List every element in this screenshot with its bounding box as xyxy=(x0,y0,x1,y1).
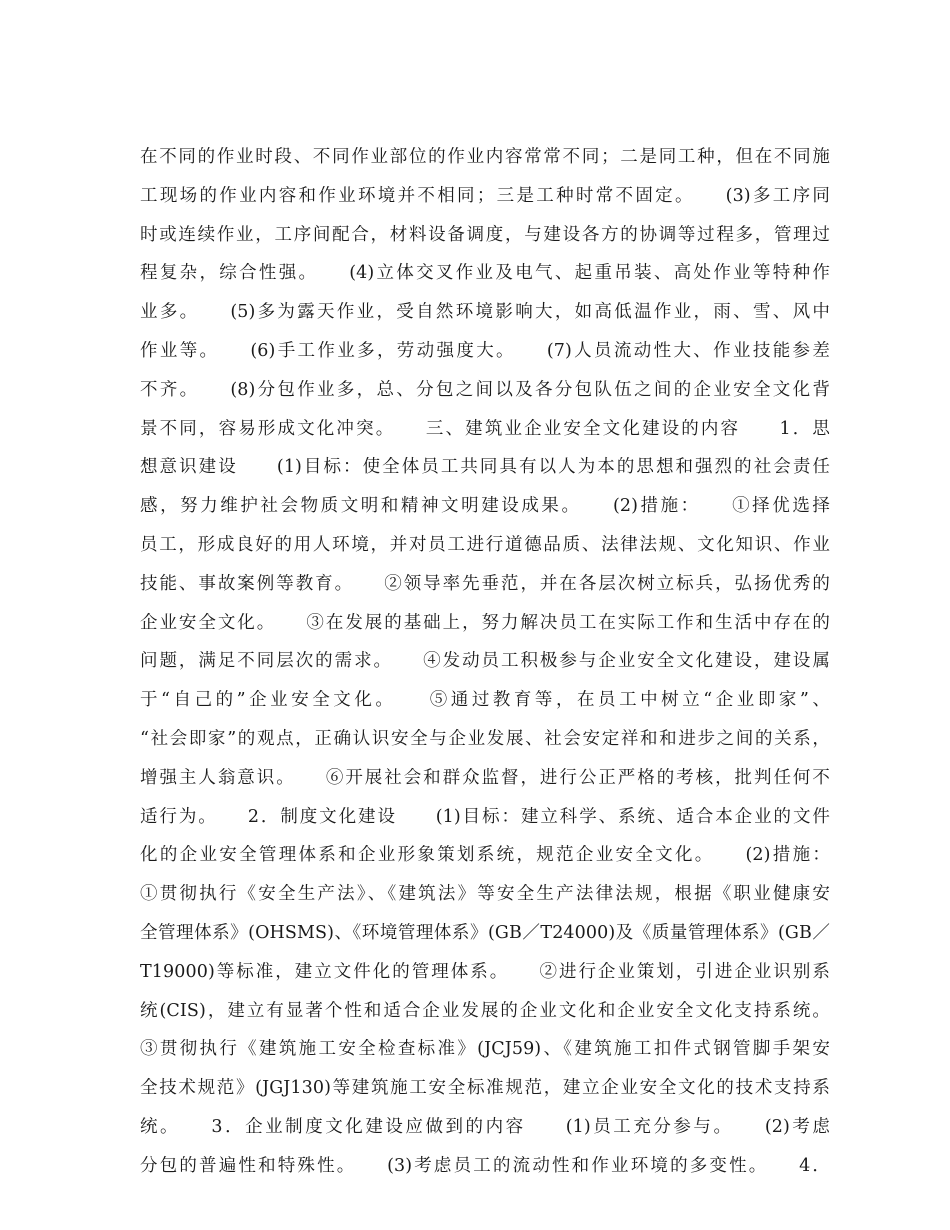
text-line: 想意识建设 (1)目标：使全体员工共同具有以人为本的思想和强烈的社会责任 xyxy=(140,457,830,478)
text-line: 统。 3．企业制度文化建设应做到的内容 (1)员工充分参与。 (2)考虑 xyxy=(140,1116,830,1137)
text-line: 技能、事故案例等教育。 ②领导率先垂范，并在各层次树立标兵，弘扬优秀的 xyxy=(140,573,830,594)
text-line: “社会即家”的观点，正确认识安全与企业发展、社会安定祥和和进步之间的关系， xyxy=(140,728,830,749)
text-line: 业多。 (5)多为露天作业，受自然环境影响大，如高低温作业，雨、雪、风中 xyxy=(140,302,830,323)
text-line: 增强主人翁意识。 ⑥开展社会和群众监督，进行公正严格的考核，批判任何不 xyxy=(140,767,830,788)
text-line: 程复杂，综合性强。 (4)立体交叉作业及电气、起重吊装、高处作业等特种作 xyxy=(140,263,830,284)
text-line: 在不同的作业时段、不同作业部位的作业内容常常不同；二是同工种，但在不同施 xyxy=(140,147,830,167)
body-text xyxy=(140,138,830,1186)
text-line: 工现场的作业内容和作业环境并不相同；三是工种时常不固定。 (3)多工序同 xyxy=(140,185,830,206)
text-line: 员工，形成良好的用人环境，并对员工进行道德品质、法律法规、文化知识、作业 xyxy=(140,534,830,555)
text-line: 化的企业安全管理体系和企业形象策划系统，规范企业安全文化。 (2)措施： xyxy=(140,845,830,866)
text-line: ①贯彻执行《安全生产法》、《建筑法》等安全生产法律法规，根据《职业健康安 xyxy=(140,884,830,905)
text-line: T19000)等标准，建立文件化的管理体系。 ②进行企业策划，引进企业识别系 xyxy=(140,961,830,982)
text-line: 分包的普遍性和特殊性。 (3)考虑员工的流动性和作业环境的多变性。 4． xyxy=(140,1155,830,1176)
text-line: 于“自己的”企业安全文化。 ⑤通过教育等，在员工中树立“企业即家”、 xyxy=(140,690,830,711)
text-line: 时或连续作业，工序间配合，材料设备调度，与建设各方的协调等过程多，管理过 xyxy=(140,224,830,245)
text-line: 景不同，容易形成文化冲突。 三、建筑业企业安全文化建设的内容 1．思 xyxy=(140,418,830,439)
text-line: 问题，满足不同层次的需求。 ④发动员工积极参与企业安全文化建设，建设属 xyxy=(140,651,830,672)
text-line: ③贯彻执行《建筑施工安全检查标准》(JCJ59)、《建筑施工扣件式钢管脚手架安 xyxy=(140,1039,830,1060)
text-line: 统(CIS)，建立有显著个性和适合企业发展的企业文化和企业安全文化支持系统。 xyxy=(140,1000,830,1021)
text-line: 适行为。 2．制度文化建设 (1)目标：建立科学、系统、适合本企业的文件 xyxy=(140,806,830,827)
text-line: 作业等。 (6)手工作业多，劳动强度大。 (7)人员流动性大、作业技能参差 xyxy=(140,340,830,361)
text-line: 企业安全文化。 ③在发展的基础上，努力解决员工在实际工作和生活中存在的 xyxy=(140,612,830,633)
text-line: 全管理体系》(OHSMS)、《环境管理体系》(GB／T24000)及《质量管理体系》(GB／ xyxy=(140,922,830,943)
text-line: 不齐。 (8)分包作业多，总、分包之间以及各分包队伍之间的企业安全文化背 xyxy=(140,379,830,400)
text-line: 全技术规范》(JGJ130)等建筑施工安全标准规范，建立企业安全文化的技术支持系 xyxy=(140,1078,830,1099)
text-line: 感，努力维护社会物质文明和精神文明建设成果。 (2)措施： ①择优选择 xyxy=(140,496,830,517)
